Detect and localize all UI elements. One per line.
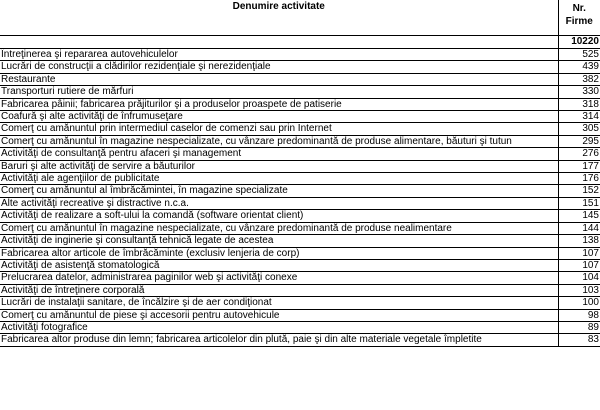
firm-count: 138 [558,235,600,247]
activity-name: Comerţ cu amănuntul al îmbrăcămintei, în magazine specializate [0,185,558,197]
activity-name: Fabricarea altor articole de îmbrăcăminte (exclusiv lenjeria de corp) [0,247,558,259]
activity-name: Activităţi de inginerie şi consultanţă tehnică legate de acestea [0,235,558,247]
table-row [0,334,600,346]
activity-name: Activităţi fotografice [0,321,558,333]
count-header-line2: Firme [565,16,593,27]
activity-name: Prelucrarea datelor, administrarea paginilor web şi activităţi conexe [0,272,558,284]
table-row [0,86,600,98]
activity-name: Comerţ cu amănuntul prin intermediul caselor de comenzi sau prin Internet [0,123,558,135]
total-label-cell [0,36,558,49]
total-row [0,36,600,49]
activity-name: Întreţinerea şi repararea autovehiculelor [0,49,558,61]
table-row [0,61,600,73]
table-row [0,284,600,296]
count-header-line1: Nr. [572,3,586,14]
table-row [0,321,600,333]
activity-name: Transporturi rutiere de mărfuri [0,86,558,98]
table-row [0,309,600,321]
table-row [0,222,600,234]
table-row [0,123,600,135]
table-row [0,297,600,309]
firm-count: 318 [558,98,600,110]
activity-name: Activităţi ale agenţiilor de publicitate [0,173,558,185]
table-row [0,259,600,271]
table-row [0,49,600,61]
firm-count: 439 [558,61,600,73]
firm-count: 276 [558,148,600,160]
table-row [0,148,600,160]
firm-count: 151 [558,197,600,209]
table-row [0,111,600,123]
table-row [0,173,600,185]
activity-name: Lucrări de instalaţii sanitare, de încălzire şi de aer condiţionat [0,297,558,309]
firm-count: 144 [558,222,600,234]
firm-count: 330 [558,86,600,98]
activity-name: Activităţi de realizare a soft-ului la comandă (software orientat client) [0,210,558,222]
firm-count: 314 [558,111,600,123]
count-column-header [558,0,600,36]
firm-count: 83 [558,334,600,346]
activity-name: Fabricarea pâinii; fabricarea prăjiturilor şi a produselor proaspete de patiserie [0,98,558,110]
table-row [0,98,600,110]
firm-count: 104 [558,272,600,284]
firm-count: 177 [558,160,600,172]
activity-name: Comerţ cu amănuntul de piese şi accesorii pentru autovehicule [0,309,558,321]
table-row [0,160,600,172]
firm-count: 98 [558,309,600,321]
table-row [0,247,600,259]
firm-count: 107 [558,259,600,271]
table-row [0,135,600,147]
firm-count: 145 [558,210,600,222]
activity-name: Comerţ cu amănuntul în magazine nespecializate, cu vânzare predominantă de produse alimentare, băuturi şi tutun [0,135,558,147]
activity-name: Lucrări de construcţii a clădirilor rezidenţiale şi nerezidenţiale [0,61,558,73]
activity-name: Baruri şi alte activităţi de servire a băuturilor [0,160,558,172]
table-row [0,210,600,222]
table-row [0,185,600,197]
firm-count: 107 [558,247,600,259]
firm-count: 176 [558,173,600,185]
header-row [0,0,600,36]
firm-count: 382 [558,73,600,85]
firm-count: 152 [558,185,600,197]
activity-name: Coafură şi alte activităţi de înfrumuseţare [0,111,558,123]
activity-name: Comerţ cu amănuntul în magazine nespecializate, cu vânzare predominantă de produse nealimentare [0,222,558,234]
total-count: 10220 [558,36,600,49]
activity-name: Activităţi de asistenţă stomatologică [0,259,558,271]
activity-name: Alte activităţi recreative şi distractive n.c.a. [0,197,558,209]
activity-name: Fabricarea altor produse din lemn; fabricarea articolelor din plută, paie şi din alte materiale vegetale împletite [0,334,558,346]
firm-count: 525 [558,49,600,61]
activity-column-header: Denumire activitate [0,0,558,36]
firm-count: 103 [558,284,600,296]
table-row [0,272,600,284]
activity-name: Activităţi de întreţinere corporală [0,284,558,296]
table-row [0,235,600,247]
firm-count: 305 [558,123,600,135]
table-row [0,73,600,85]
activity-name: Activităţi de consultanţă pentru afaceri şi management [0,148,558,160]
firm-count: 89 [558,321,600,333]
firm-count: 295 [558,135,600,147]
firm-count: 100 [558,297,600,309]
activity-name: Restaurante [0,73,558,85]
table-row [0,197,600,209]
